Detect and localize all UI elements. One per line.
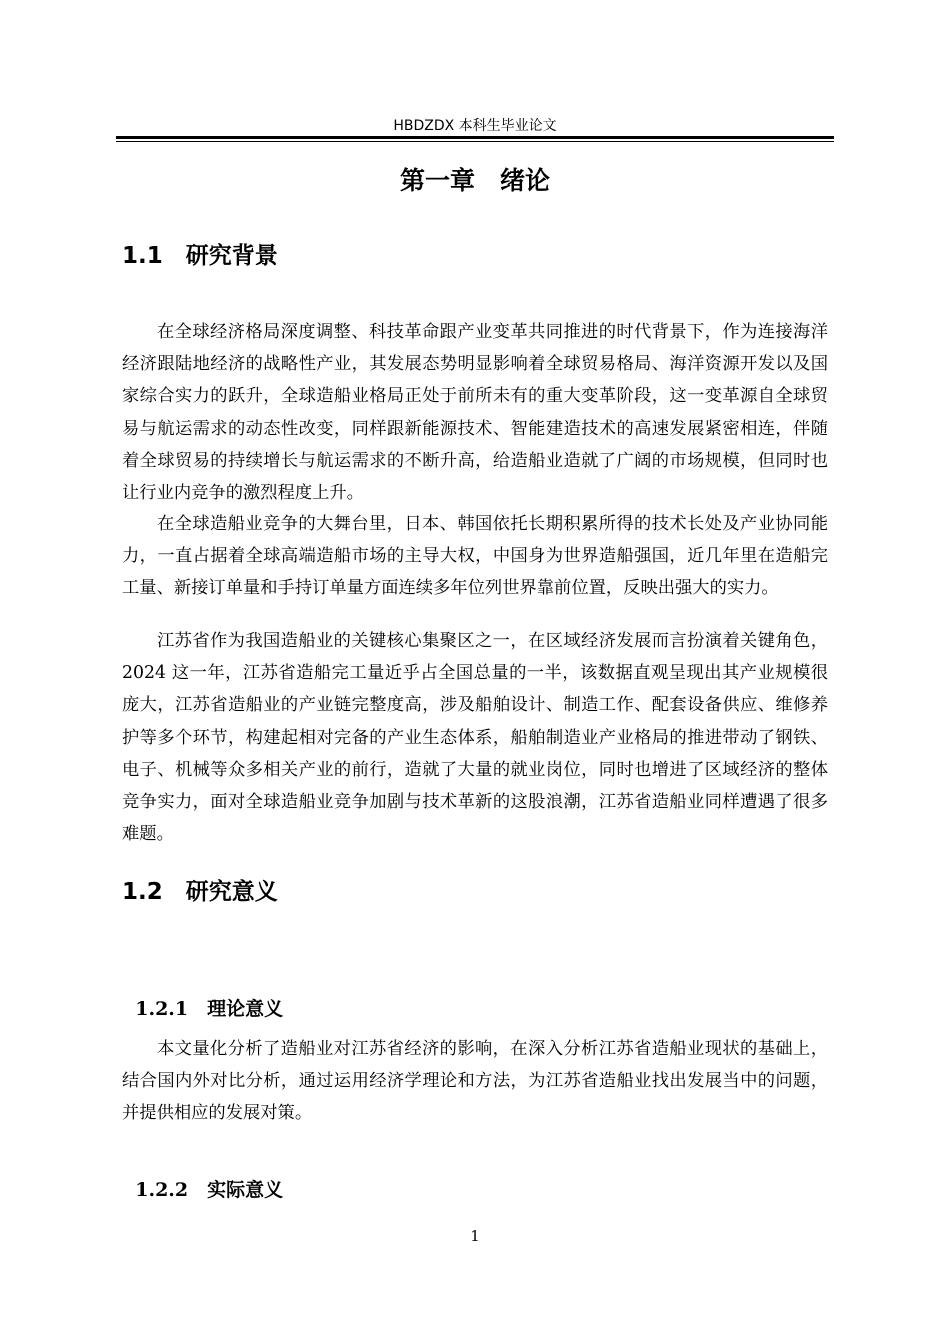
- subsection-heading-1-2-2: [122, 1148, 283, 1204]
- subsection-title: 实际意义: [207, 1179, 284, 1201]
- header-rule-thin: [116, 141, 834, 142]
- paragraph-background-1: 在全球经济格局深度调整、科技革命跟产业变革共同推进的时代背景下，作为连接海洋经济跟陆地经济的战略性产业，其发展态势明显影响着全球贸易格局、海洋资源开发以及国家综合实力的跃升，全球造船业格局正处于前所未有的重大变革阶段，这一变革源自全球贸易与航运需求的动态性改变，同样跟新能源技术、智能建造技术的高速发展紧密相连，伴随着全球贸易的持续增长与航运需求的不断升高，给造船业造就了广阔的市场规模，但同时也让行业内竞争的激烈程度上升。: [122, 322, 828, 504]
- section-heading-1-1: 1.1 研究背景: [122, 243, 278, 269]
- page-number: 1: [470, 1227, 480, 1245]
- paragraph-background-2: 在全球造船业竞争的大舞台里，日本、韩国依托长期积累所得的技术长处及产业协同能力，一直占据着全球高端造船市场的主导大权，中国身为世界造船强国，近几年里在造船完工量、新接订单量和手持订单量方面连续多年位列世界靠前位置，反映出强大的实力。: [122, 514, 828, 599]
- header-rule-thick: [116, 136, 834, 139]
- chapter-title: 第一章 绪论: [399, 166, 550, 195]
- subsection-heading-1-2-1: [122, 967, 283, 1023]
- subsection-title: 理论意义: [207, 998, 284, 1020]
- paragraph-background-3: 江苏省作为我国造船业的关键核心集聚区之一，在区域经济发展而言扮演着关键角色，2024 这一年，江苏省造船完工量近乎占全国总量的一半，该数据直观呈现出其产业规模很庞大，江苏省造船业的产业链完整度高，涉及船舶设计、制造工作、配套设备供应、维修养护等多个环节，构建起相对完备的产业生态体系，船舶制造业产业格局的推进带动了钢铁、电子、机械等众多相关产业的前行，造就了大量的就业岗位，同时也增进了区域经济的整体竞争实力，面对全球造船业竞争加剧与技术革新的这股浪潮，江苏省造船业同样遭遇了很多难题。: [122, 631, 828, 845]
- section-heading-1-2: 1.2 研究意义: [122, 879, 278, 905]
- paragraph-theory-significance: 本文量化分析了造船业对江苏省经济的影响，在深入分析江苏省造船业现状的基础上，结合国内外对比分析，通过运用经济学理论和方法，为江苏省造船业找出发展当中的问题，并提供相应的发展对策。: [122, 1039, 828, 1124]
- subsection-number: 1.2.2: [135, 1179, 189, 1201]
- running-header: HBDZDX 本科生毕业论文: [393, 118, 557, 134]
- subsection-number: 1.2.1: [135, 998, 189, 1020]
